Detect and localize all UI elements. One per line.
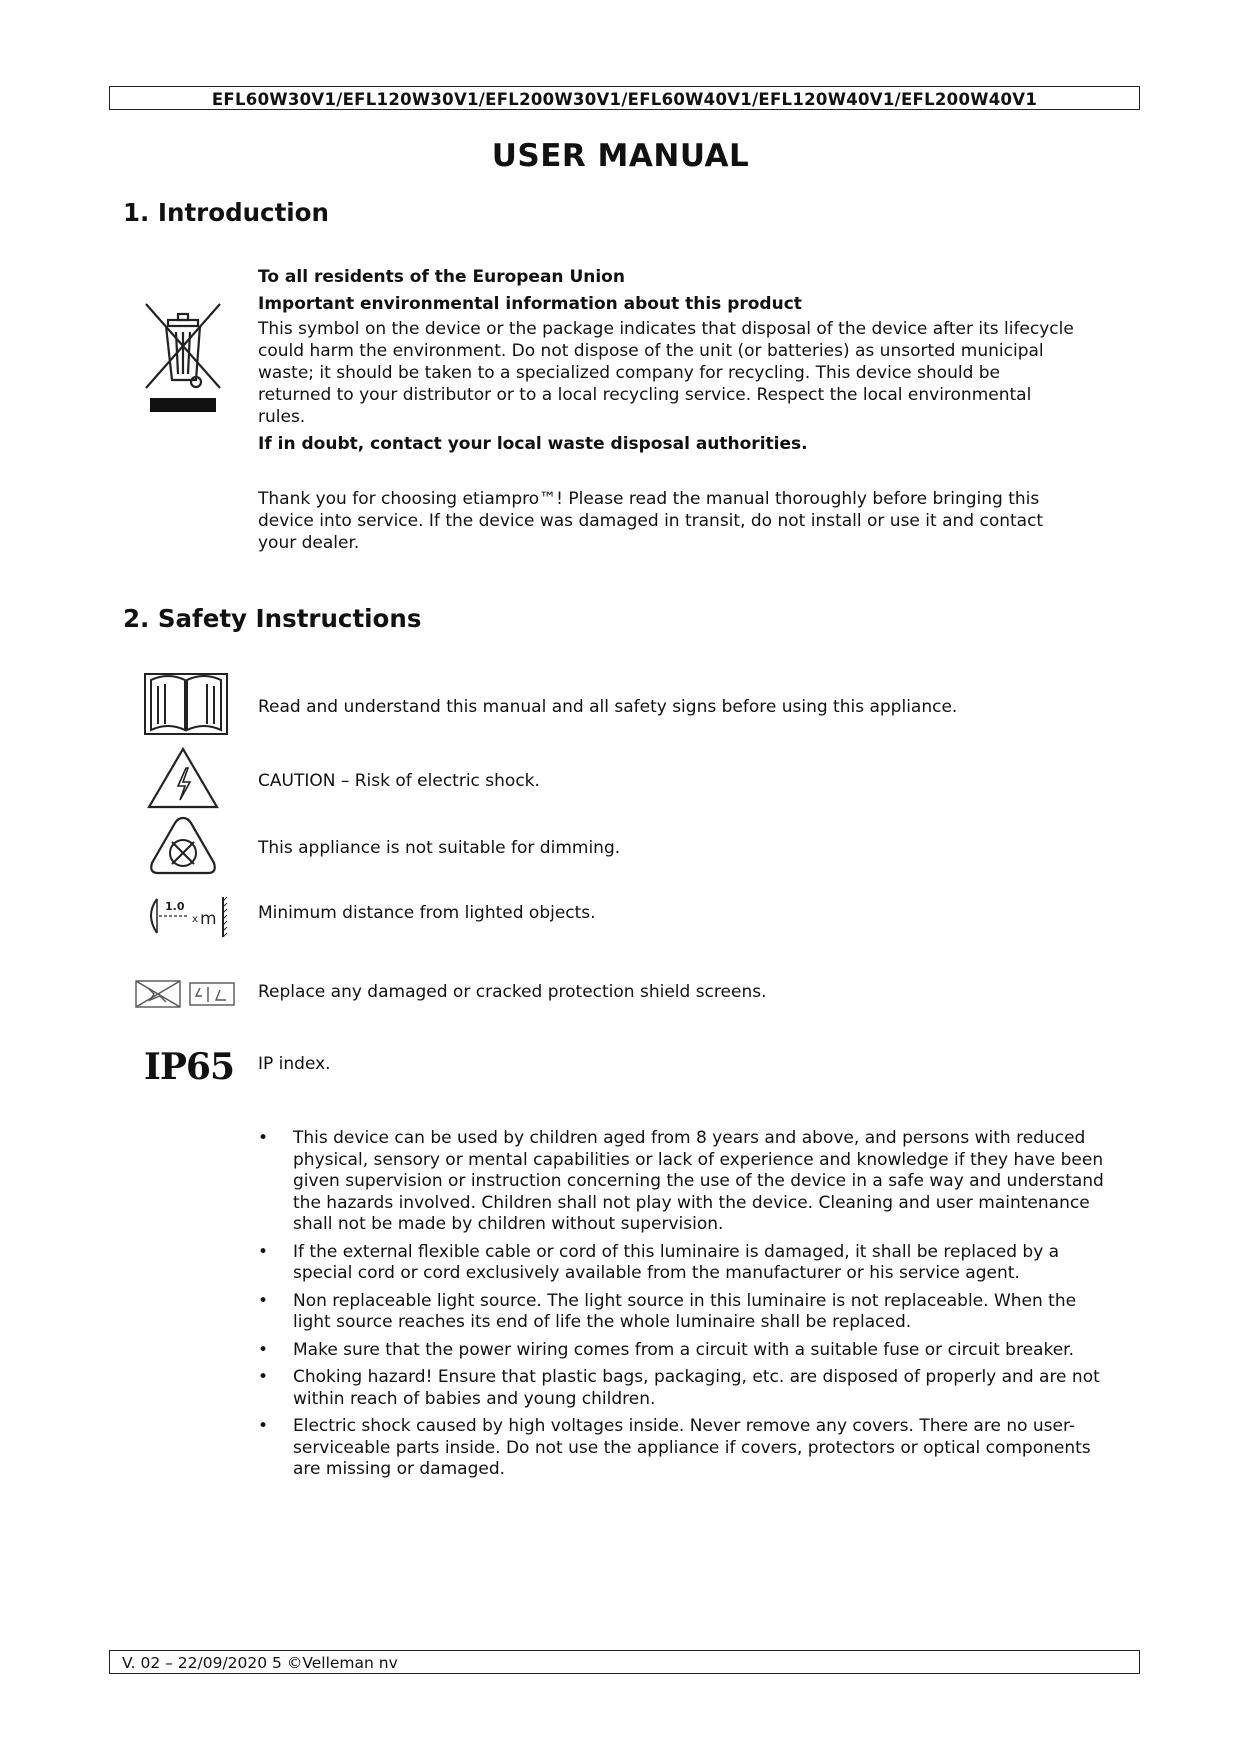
introduction-heading: 1. Introduction <box>123 198 329 227</box>
list-item: • Non replaceable light source. The light source in this luminaire is not replaceable. When the light source reaches its end of life the whole luminaire shall be replaced. <box>258 1291 1118 1334</box>
env-info-line: Important environmental information about this product <box>258 294 802 314</box>
svg-text:x: x <box>192 914 198 925</box>
eu-residents-line: To all residents of the European Union <box>258 267 625 287</box>
safety-bullet-list <box>258 1128 1118 1487</box>
symbol-shield-text: Replace any damaged or cracked protection shield screens. <box>258 982 767 1002</box>
page-title: USER MANUAL <box>491 138 750 174</box>
doubt-line: If in doubt, contact your local waste disposal authorities. <box>258 434 808 454</box>
electric-shock-warning-icon <box>146 746 220 814</box>
model-header <box>109 86 1140 110</box>
symbol-manual-text: Read and understand this manual and all safety signs before using this appliance. <box>258 697 958 717</box>
page-footer <box>109 1650 1140 1674</box>
no-dimming-icon <box>148 815 218 881</box>
symbol-caution-text: CAUTION – Risk of electric shock. <box>258 771 540 791</box>
env-paragraph: This symbol on the device or the package indicates that disposal of the device after its lifecycle could harm the environment. Do not dispose of the unit (or batteries) as unsorted municipal waste; it should be taken to a specialized company for recycling. This device should be returned to your distributor or to a local recycling service. Respect the local environmental rules. <box>258 319 1074 427</box>
manual-book-icon <box>143 668 229 740</box>
min-distance-icon <box>143 893 229 945</box>
symbol-dimming-text: This appliance is not suitable for dimming. <box>258 838 621 858</box>
cracked-shield-icon <box>134 978 236 1014</box>
list-item: • Make sure that the power wiring comes from a circuit with a suitable fuse or circuit breaker. <box>258 1340 1118 1362</box>
list-item: • This device can be used by children aged from 8 years and above, and persons with reduced physical, sensory or mental capabilities or lack of experience and knowledge if they have been given supervision or instruction concerning the use of the device in a safe way and understand the hazards involved. Children shall not play with the device. Cleaning and user maintenance shall not be made by children without supervision. <box>258 1128 1118 1236</box>
list-item: • Choking hazard! Ensure that plastic bags, packaging, etc. are disposed of properly and are not within reach of babies and young children. <box>258 1367 1118 1410</box>
distance-unit-label: m <box>200 909 217 929</box>
weee-bin-icon <box>140 300 226 420</box>
ip65-mark: IP65 <box>144 1046 235 1088</box>
distance-value-label: 1.0 <box>165 900 185 913</box>
safety-heading: 2. Safety Instructions <box>123 604 422 633</box>
footer-version: V. 02 – 22/09/2020 5 ©Velleman nv <box>122 1654 398 1672</box>
list-item: • If the external flexible cable or cord of this luminaire is damaged, it shall be replaced by a special cord or cord exclusively available from the manufacturer or his service agent. <box>258 1242 1118 1285</box>
symbol-ip-text: IP index. <box>258 1054 331 1074</box>
model-list: EFL60W30V1/EFL120W30V1/EFL200W30V1/EFL60W40V1/EFL120W40V1/EFL200W40V1 <box>211 90 1038 109</box>
list-item: • Electric shock caused by high voltages inside. Never remove any covers. There are no user-serviceable parts inside. Do not use the appliance if covers, protectors or optical components are missing or damaged. <box>258 1416 1118 1481</box>
symbol-distance-text: Minimum distance from lighted objects. <box>258 903 596 923</box>
thanks-paragraph: Thank you for choosing etiampro™! Please read the manual thoroughly before bringing this device into service. If the device was damaged in transit, do not install or use it and contact your dealer. <box>258 489 1044 553</box>
